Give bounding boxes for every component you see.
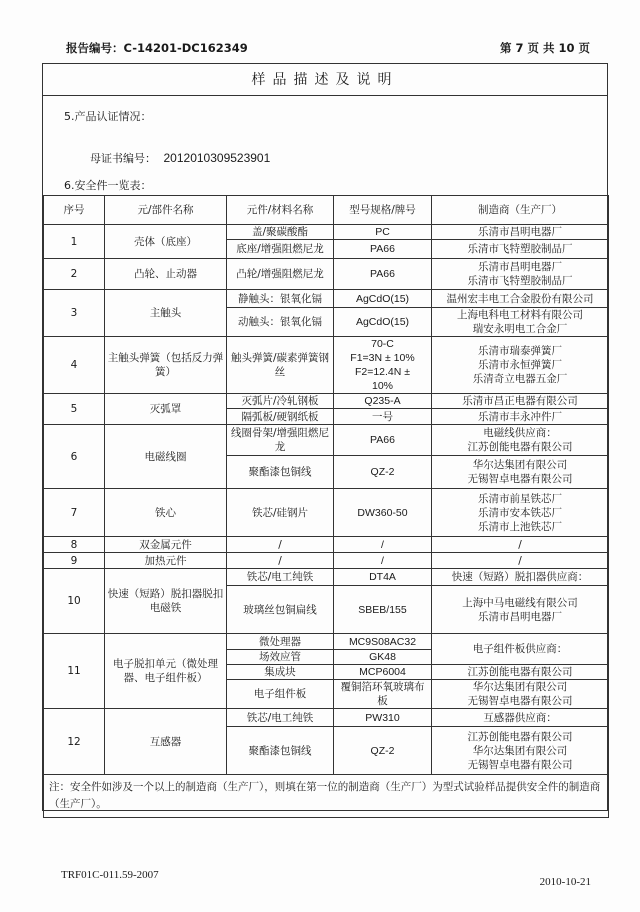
text-line: 无锡智卓电器有限公司: [467, 473, 573, 485]
text-line: F2=12.4N ±: [354, 366, 411, 378]
header-model: 型号规格/牌号: [334, 196, 432, 225]
model-spec: [334, 337, 432, 394]
manufacturer: [432, 240, 609, 259]
manufacturer: [432, 225, 609, 240]
table-row: [44, 425, 609, 456]
model-spec: PA66: [334, 240, 432, 259]
manufacturer: [432, 409, 609, 425]
text-line: 江苏创能电器有限公司: [467, 441, 573, 453]
table-row: [44, 394, 609, 409]
part-name: 铁心: [105, 489, 227, 537]
manufacturer: [432, 489, 609, 537]
model-spec: DW360-50: [334, 489, 432, 537]
safety-parts-table: [43, 195, 609, 818]
text-line: 乐清奇立电器五金厂: [472, 373, 568, 385]
model-spec: PA66: [334, 425, 432, 456]
text-line: 70-C: [371, 338, 394, 350]
material-name: 集成块: [227, 665, 334, 680]
table-header-row: [44, 196, 609, 225]
certificate-line: [90, 150, 270, 166]
material-name: 铁芯/电工纯铁: [227, 709, 334, 727]
part-name: 主触头弹簧（包括反力弹簧）: [105, 337, 227, 394]
item-number: 8: [44, 537, 105, 553]
material-name: 触头弹簧/碳素弹簧钢丝: [227, 337, 334, 394]
item-number: 5: [44, 394, 105, 425]
table-row: [44, 337, 609, 394]
text-line: 乐清市昌明电器厂: [478, 226, 562, 238]
text-line: 华尔达集团有限公司: [472, 681, 568, 693]
material-name: 玻璃丝包铜扁线: [227, 586, 334, 634]
text-line: 乐清市飞特塑胶制品厂: [467, 275, 573, 287]
text-line: 乐清市飞特塑胶制品厂: [467, 243, 573, 255]
manufacturer: [432, 727, 609, 775]
text-line: 温州宏丰电工合金股份有限公司: [446, 292, 594, 305]
material-name: 动触头：银氧化镉: [227, 308, 334, 337]
report-number: 报告编号：C-14201-DC162349: [66, 41, 248, 55]
model-spec: MC9S08AC32: [334, 634, 432, 650]
model-spec: GK48: [334, 650, 432, 665]
manufacturer: [432, 709, 609, 727]
table-row: [44, 259, 609, 290]
part-name: 壳体（底座）: [105, 225, 227, 259]
header-manufacturer: 制造商（生产厂）: [432, 196, 609, 225]
text-line: /: [518, 538, 522, 551]
document-sheet: [42, 63, 608, 811]
model-spec: SBEB/155: [334, 586, 432, 634]
material-name: 凸轮/增强阻燃尼龙: [227, 259, 334, 290]
manufacturer: [432, 537, 609, 553]
text-line: /: [518, 554, 522, 567]
page-indicator: 第 7 页 共 10 页: [499, 41, 590, 55]
material-name: 隔弧板/硬钢纸板: [227, 409, 334, 425]
material-name: /: [227, 553, 334, 569]
part-name: 电磁线圈: [105, 425, 227, 489]
section-5-heading: 5.产品认证情况：: [64, 110, 152, 123]
model-spec: PC: [334, 225, 432, 240]
text-line: 瑞安永明电工合金厂: [472, 323, 568, 335]
form-code: TRF01C-011.59-2007: [61, 869, 159, 881]
text-line: 江苏创能电器有限公司: [467, 666, 573, 678]
manufacturer: [432, 425, 609, 456]
part-name: 主触头: [105, 290, 227, 337]
model-spec: DT4A: [334, 569, 432, 586]
material-name: 电子组件板: [227, 680, 334, 709]
section-6-heading: 6.安全件一览表：: [64, 179, 152, 192]
part-name: 电子脱扣单元（微处理器、电子组件板）: [105, 634, 227, 709]
text-line: 乐清市昌正电器有限公司: [462, 395, 578, 407]
item-number: 6: [44, 425, 105, 489]
manufacturer: [432, 337, 609, 394]
table-note: 注：安全件如涉及一个以上的制造商（生产厂），则填在第一位的制造商（生产厂）为型式试验样品提供安全件的制造商（生产厂）。: [44, 775, 609, 818]
table-body: [44, 225, 609, 775]
material-name: 灭弧片/冷轧钢板: [227, 394, 334, 409]
item-number: 7: [44, 489, 105, 537]
text-line: 上海中马电磁线有限公司: [462, 596, 578, 609]
header-no: 序号: [44, 196, 105, 225]
material-name: 底座/增强阻燃尼龙: [227, 240, 334, 259]
manufacturer: [432, 259, 609, 290]
part-name: 灭弧罩: [105, 394, 227, 425]
text-line: 乐清市瑞泰弹簧厂: [478, 345, 562, 357]
part-name: 快速（短路）脱扣器脱扣电磁铁: [105, 569, 227, 634]
manufacturer: [432, 586, 609, 634]
material-name: 聚酯漆包铜线: [227, 727, 334, 775]
table-row: [44, 225, 609, 240]
model-spec: /: [334, 537, 432, 553]
certificate-label: 母证书编号：: [90, 152, 156, 165]
table-row: [44, 537, 609, 553]
material-name: 聚酯漆包铜线: [227, 456, 334, 489]
table-row: [44, 489, 609, 537]
material-name: 铁芯/电工纯铁: [227, 569, 334, 586]
text-line: 华尔达集团有限公司: [472, 744, 568, 757]
model-spec: 覆铜箔环氧玻璃布板: [334, 680, 432, 709]
text-line: 上海电科电工材料有限公司: [457, 309, 583, 321]
text-line: 乐清市前星铁芯厂: [478, 492, 562, 505]
manufacturer: [432, 680, 609, 709]
manufacturer: [432, 553, 609, 569]
material-name: 静触头：银氧化镉: [227, 290, 334, 308]
model-spec: QZ-2: [334, 456, 432, 489]
text-line: F1=3N ± 10%: [350, 352, 415, 364]
document-date: 2010-10-21: [539, 876, 591, 888]
text-line: 乐清市昌明电器厂: [478, 261, 562, 273]
model-spec: /: [334, 553, 432, 569]
text-line: 互感器供应商：: [483, 711, 557, 724]
item-number: 12: [44, 709, 105, 775]
text-line: 无锡智卓电器有限公司: [467, 758, 573, 771]
text-line: 乐清市上池铁芯厂: [478, 520, 562, 533]
text-line: 乐清市安本铁芯厂: [478, 506, 562, 519]
manufacturer: [432, 456, 609, 489]
model-spec: 一号: [334, 409, 432, 425]
material-name: 盖/聚碳酸酯: [227, 225, 334, 240]
material-name: 场效应管: [227, 650, 334, 665]
text-line: 无锡智卓电器有限公司: [467, 695, 573, 707]
table-row: [44, 634, 609, 650]
material-name: 线圈骨架/增强阻燃尼龙: [227, 425, 334, 456]
text-line: 华尔达集团有限公司: [472, 459, 568, 471]
manufacturer: [432, 569, 609, 586]
model-spec: Q235-A: [334, 394, 432, 409]
part-name: 加热元件: [105, 553, 227, 569]
text-line: 电磁线供应商：: [483, 427, 557, 439]
manufacturer: [432, 290, 609, 308]
text-line: 乐清市昌明电器厂: [478, 610, 562, 623]
text-line: 10%: [371, 380, 393, 392]
material-name: 铁芯/硅钢片: [227, 489, 334, 537]
item-number: 9: [44, 553, 105, 569]
manufacturer: [432, 394, 609, 409]
text-line: 乐清市丰永冲件厂: [478, 410, 562, 423]
table-row: [44, 569, 609, 586]
model-spec: AgCdO(15): [334, 290, 432, 308]
item-number: 3: [44, 290, 105, 337]
item-number: 10: [44, 569, 105, 634]
item-number: 2: [44, 259, 105, 290]
section-title: 样品描述及说明: [43, 64, 607, 96]
item-number: 4: [44, 337, 105, 394]
text-line: 电子组件板供应商：: [472, 643, 568, 655]
model-spec: QZ-2: [334, 727, 432, 775]
part-name: 凸轮、止动器: [105, 259, 227, 290]
certificate-number: 2012010309523901: [163, 151, 271, 165]
header-part-name: 元/部件名称: [105, 196, 227, 225]
model-spec: PW310: [334, 709, 432, 727]
item-number: 11: [44, 634, 105, 709]
text-line: 乐清市永恒弹簧厂: [478, 359, 562, 371]
material-name: /: [227, 537, 334, 553]
table-row: [44, 709, 609, 727]
model-spec: PA66: [334, 259, 432, 290]
text-line: 快速（短路）脱扣器供应商：: [451, 571, 589, 583]
manufacturer: [432, 308, 609, 337]
header-material: 元件/材料名称: [227, 196, 334, 225]
model-spec: MCP6004: [334, 665, 432, 680]
part-name: 双金属元件: [105, 537, 227, 553]
table-row: [44, 553, 609, 569]
note-row: [44, 775, 609, 818]
model-spec: AgCdO(15): [334, 308, 432, 337]
table-row: [44, 290, 609, 308]
item-number: 1: [44, 225, 105, 259]
material-name: 微处理器: [227, 634, 334, 650]
part-name: 互感器: [105, 709, 227, 775]
manufacturer: [432, 634, 609, 665]
text-line: 江苏创能电器有限公司: [467, 730, 573, 743]
manufacturer: [432, 665, 609, 680]
